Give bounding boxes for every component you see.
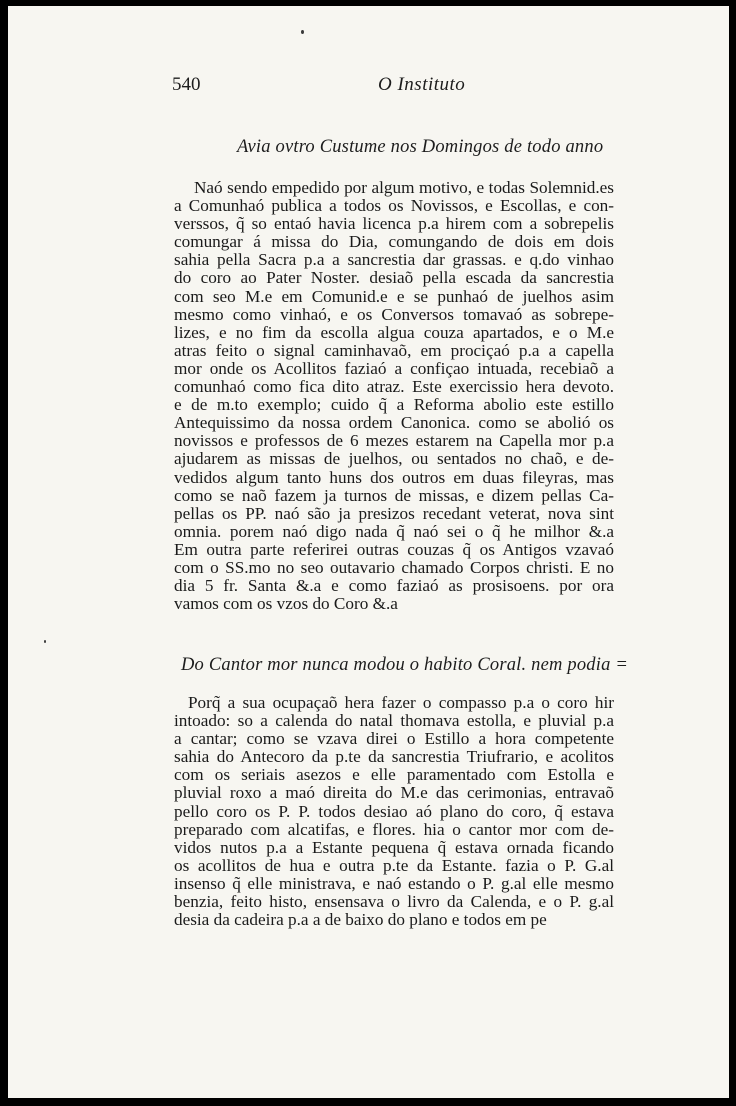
text-line: omnia. porem naó digo nada q̃ naó sei o q̃ he milhor &.a: [174, 521, 614, 541]
text-line: insenso q̃ elle ministrava, e naó estando o P. g.al elle mesmo: [174, 873, 614, 893]
text-line: a cantar; como se vzava direi o Estillo a hora competente: [174, 729, 614, 749]
page-number: 540: [172, 74, 201, 95]
text-line: mor onde os Acollitos faziaó a confiçao intuada, recebiaõ a: [174, 358, 614, 378]
ink-speck: [301, 30, 304, 34]
text-line: sahia do Antecoro da p.te da sancrestia Triufrario, e acolitos: [174, 747, 614, 767]
section-heading: Do Cantor mor nunca modou o habito Coral. nem podia =: [181, 655, 629, 675]
text-line: ajudarem as missas de juelhos, ou sentados no chaõ, e de-: [174, 449, 614, 469]
text-line: dia 5 fr. Santa &.a e como faziaó as prosisoens. por ora: [174, 576, 614, 596]
paragraph: [174, 694, 614, 929]
text-line: desia da cadeira p.a a de baixo do plano e todos em pe: [174, 910, 547, 930]
text-line: comungar á missa do Dia, comungando de dois em dois: [174, 232, 614, 252]
text-line: vidos nutos p.a a Estante pequena q̃ estava ornada ficando: [174, 837, 614, 857]
paragraph: [174, 179, 614, 613]
text-line: novissos e professos de 6 mezes estarem na Capella mor p.a: [174, 431, 614, 451]
text-line: sahia pella Sacra p.a a sancrestia dar grassas. e q.do vinhao: [174, 250, 614, 270]
text-line: como se naõ fazem ja turnos de missas, e dizem pellas Ca-: [174, 485, 614, 505]
text-line: do coro ao Pater Noster. desiaõ pella escada da sancrestia: [174, 268, 614, 288]
section-heading: Avia ovtro Custume nos Domingos de todo anno: [237, 137, 604, 157]
text-line: a Comunhaó publica a todos os Novissos, e Escollas, e con-: [174, 196, 614, 216]
text-line: pellas os PP. naó são ja presizos recedant veterat, nova sint: [174, 503, 614, 523]
text-line: lizes, e no fim da escolla algua couza apartados, e o M.e: [174, 322, 614, 342]
text-line: mesmo como vinhaó, e os Conversos tomavaó as sobrepe-: [174, 304, 614, 324]
text-line: Naó sendo empedido por algum motivo, e todas Solemnid.es: [194, 178, 614, 197]
text-line: com o SS.mo no seo outavario chamado Corpos christi. E no: [174, 557, 614, 577]
text-line: pluvial roxo a maó direita do M.e das cerimonias, entravaõ: [174, 783, 614, 803]
page-header: [166, 74, 636, 100]
text-line: Em outra parte referirei outras couzas q̃ os Antigos vzavaó: [174, 539, 614, 559]
text-line: vedidos algum tanto huns dos outros em duas fileyras, mas: [174, 467, 614, 487]
text-line: os acollitos de hua e outra p.te da Estante. fazia o P. G.al: [174, 855, 614, 875]
text-line: Porq̃ a sua ocupaçaõ hera fazer o compasso p.a o coro hir: [188, 693, 614, 712]
text-line: verssos, q̃ so entaó havia licenca p.a hirem com a sobrepelis: [174, 214, 614, 234]
text-line: Antequissimo da nossa ordem Canonica. como se abolió os: [174, 413, 614, 433]
text-line: intoado: so a calenda do natal thomava estolla, e pluvial p.a: [174, 711, 614, 731]
book-page: [8, 6, 729, 1098]
text-line: com os seriais asezos e elle paramentado com Estolla e: [174, 765, 614, 785]
text-line: preparado com alcatifas, e flores. hia o cantor mor com de-: [174, 819, 614, 839]
running-title: O Instituto: [378, 74, 466, 95]
text-line: e de m.to exemplo; cuido q̃ a Reforma abolio este estillo: [174, 395, 614, 415]
text-line: vamos com os vzos do Coro &.a: [174, 594, 398, 614]
ink-speck: [44, 640, 46, 643]
text-line: com seo M.e em Comunid.e e se punhaó de juelhos asim: [174, 286, 614, 306]
text-line: benzia, feito histo, ensensava o livro da Calenda, e o P. g.al: [174, 892, 614, 912]
text-line: pello coro os P. P. todos desiao aó plano do coro, q̃ estava: [174, 801, 614, 821]
text-line: comunhaó como fica dito atraz. Este exercissio hera devoto.: [174, 377, 614, 397]
text-line: atras feito o signal caminhavaõ, em prociçaó p.a a capella: [174, 340, 614, 360]
